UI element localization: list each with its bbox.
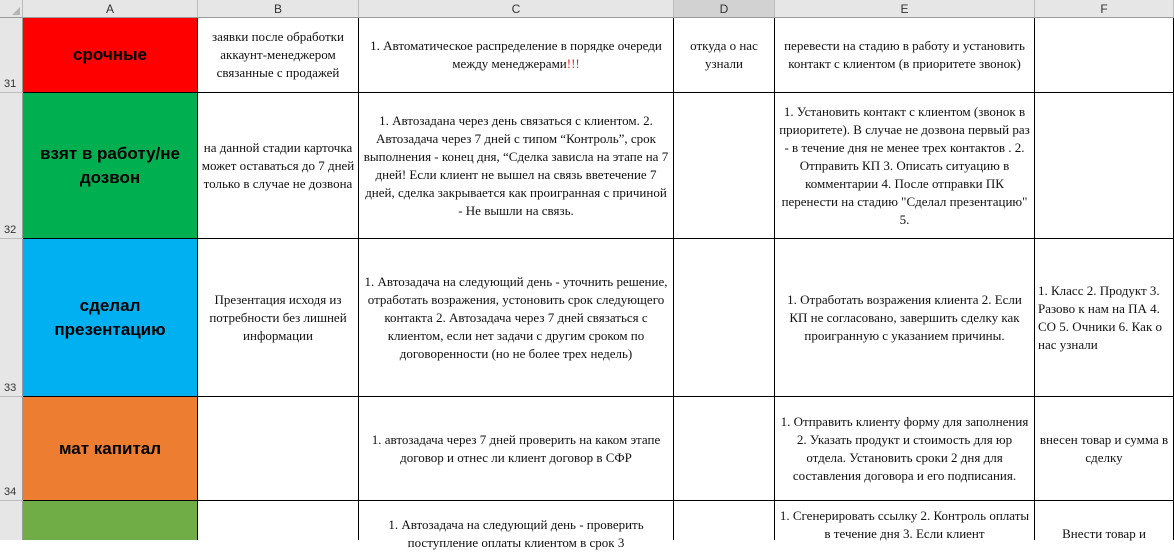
automation-cell[interactable] bbox=[359, 18, 674, 93]
description-cell[interactable] bbox=[198, 501, 359, 540]
automation-cell[interactable] bbox=[359, 93, 674, 239]
description-cell[interactable] bbox=[198, 93, 359, 239]
select-all-corner[interactable] bbox=[0, 0, 23, 18]
description-text: на данной стадии карточка может оставаться до 7 дней только в случае не дозвона bbox=[201, 139, 355, 191]
stage-cell[interactable] bbox=[23, 239, 198, 397]
description-cell[interactable] bbox=[198, 239, 359, 397]
fields-cell[interactable] bbox=[1035, 93, 1174, 239]
row-number: 34 bbox=[4, 486, 17, 498]
description-text: заявки после обработки аккаунт-менеджером связанные с продажей bbox=[212, 29, 344, 80]
fields-text: Внести товар и bbox=[1062, 526, 1146, 541]
stage-label: сделал презентацию bbox=[54, 295, 166, 339]
manager-actions-cell[interactable] bbox=[775, 18, 1035, 93]
stage-label: мат капитал bbox=[58, 438, 162, 458]
manager-actions-cell[interactable] bbox=[775, 397, 1035, 501]
stage-cell[interactable] bbox=[23, 397, 198, 501]
row-number: 33 bbox=[4, 382, 17, 394]
automation-cell[interactable] bbox=[359, 397, 674, 501]
description-cell[interactable] bbox=[198, 18, 359, 93]
automation-text: 1. автозадача через 7 дней проверить на каком этапе договор и отнес ли клиент договор в СФР bbox=[371, 431, 661, 465]
fields-cell[interactable] bbox=[1035, 501, 1174, 540]
fields-cell[interactable] bbox=[1035, 397, 1174, 501]
manager-actions-cell[interactable] bbox=[775, 239, 1035, 397]
stage-label: срочные bbox=[73, 45, 147, 64]
fields-cell[interactable] bbox=[1035, 239, 1174, 397]
automation-cell[interactable] bbox=[359, 501, 674, 550]
automation-text: 1. Автозадача на следующий день - уточнить решение, отработать возражения, устоновить срок следующего контакта 2. Автозадача через 7 дней связаться с клиентом, если нет задачи с другим сроком по договоренности (но не более трех недель) bbox=[364, 273, 668, 361]
description-cell[interactable] bbox=[198, 397, 359, 501]
manager-actions-text: 1. Установить контакт с клиентом (звонок в приоритете). В случае не дозвона первый раз - в течение дня не менее трех контактов . 2. Отправить КП 3. Описать ситуацию в комментарии 4. После отправки ПК перенести на стадию "Сделал презентацию" 5. bbox=[779, 103, 1030, 227]
stage-cell[interactable] bbox=[23, 93, 198, 239]
manager-actions-text: 1. Отправить клиенту форму для заполнения 2. Указать продукт и стоимость для юр отдела. Установить сроки 2 дня для составления договора и его подписания. bbox=[780, 413, 1029, 483]
manager-actions-text: 1. Сгенерировать ссылку 2. Контроль оплаты в течение дня 3. Если клиент bbox=[779, 508, 1030, 541]
row-header-34[interactable] bbox=[0, 397, 23, 501]
automation-text: 1. Автозадача на следующий день - проверить поступление оплаты клиентом в срок 3 bbox=[388, 517, 644, 550]
column-header-d[interactable]: D bbox=[674, 0, 775, 18]
column-header-c[interactable]: C bbox=[359, 0, 674, 18]
column-header-f[interactable]: F bbox=[1035, 0, 1174, 18]
row-header-33[interactable] bbox=[0, 239, 23, 397]
fields-text: внесен товар и сумма в сделку bbox=[1039, 431, 1169, 465]
row-header-31[interactable] bbox=[0, 18, 23, 93]
source-cell[interactable] bbox=[674, 397, 775, 501]
column-header-a[interactable]: A bbox=[23, 0, 198, 18]
stage-label: взят в работу/не дозвон bbox=[40, 143, 180, 187]
automation-text: 1. Автоматическое распределение в порядке очереди между менеджерами!!! bbox=[370, 38, 662, 71]
source-cell[interactable] bbox=[674, 18, 775, 93]
row-number: 32 bbox=[4, 224, 17, 236]
select-all-icon bbox=[12, 7, 20, 15]
row-number: 31 bbox=[4, 78, 17, 90]
fields-text: 1. Класс 2. Продукт 3. Разово к нам на ПА 4. СО 5. Очники 6. Как о нас узнали bbox=[1038, 282, 1163, 352]
manager-actions-cell[interactable] bbox=[775, 93, 1035, 239]
automation-cell[interactable] bbox=[359, 239, 674, 397]
description-text: Презентация исходя из потребности без лишней информации bbox=[209, 291, 347, 343]
source-text: откуда о нас узнали bbox=[690, 38, 758, 71]
manager-actions-text: перевести на стадию в работу и установить контакт с клиентом (в приоритете звонок) bbox=[784, 38, 1025, 71]
source-cell[interactable] bbox=[674, 239, 775, 397]
automation-text: 1. Автозадана через день связаться с клиентом. 2. Автозадача через 7 дней с типом “Контроль”, срок выполнения - конец дня, “Сделка зависла на этапе на 7 дней! Если клиент не вышел на связь вветечение 7 дней, сделка закрывается как проигранная с причиной - Не вышли на связь. bbox=[363, 112, 669, 218]
emphasis-mark: !!! bbox=[566, 56, 580, 71]
stage-cell[interactable] bbox=[23, 18, 198, 93]
source-cell[interactable] bbox=[674, 501, 775, 540]
row-header-35[interactable] bbox=[0, 501, 23, 540]
source-cell[interactable] bbox=[674, 93, 775, 239]
column-header-e[interactable]: E bbox=[775, 0, 1035, 18]
column-header-b[interactable]: B bbox=[198, 0, 359, 18]
manager-actions-text: 1. Отработать возражения клиента 2. Если КП не согласовано, завершить сделку как проигранную с указанием причины. bbox=[787, 291, 1022, 343]
stage-cell[interactable] bbox=[23, 501, 198, 540]
manager-actions-cell[interactable] bbox=[775, 501, 1035, 540]
row-header-32[interactable] bbox=[0, 93, 23, 239]
fields-cell[interactable] bbox=[1035, 18, 1174, 93]
